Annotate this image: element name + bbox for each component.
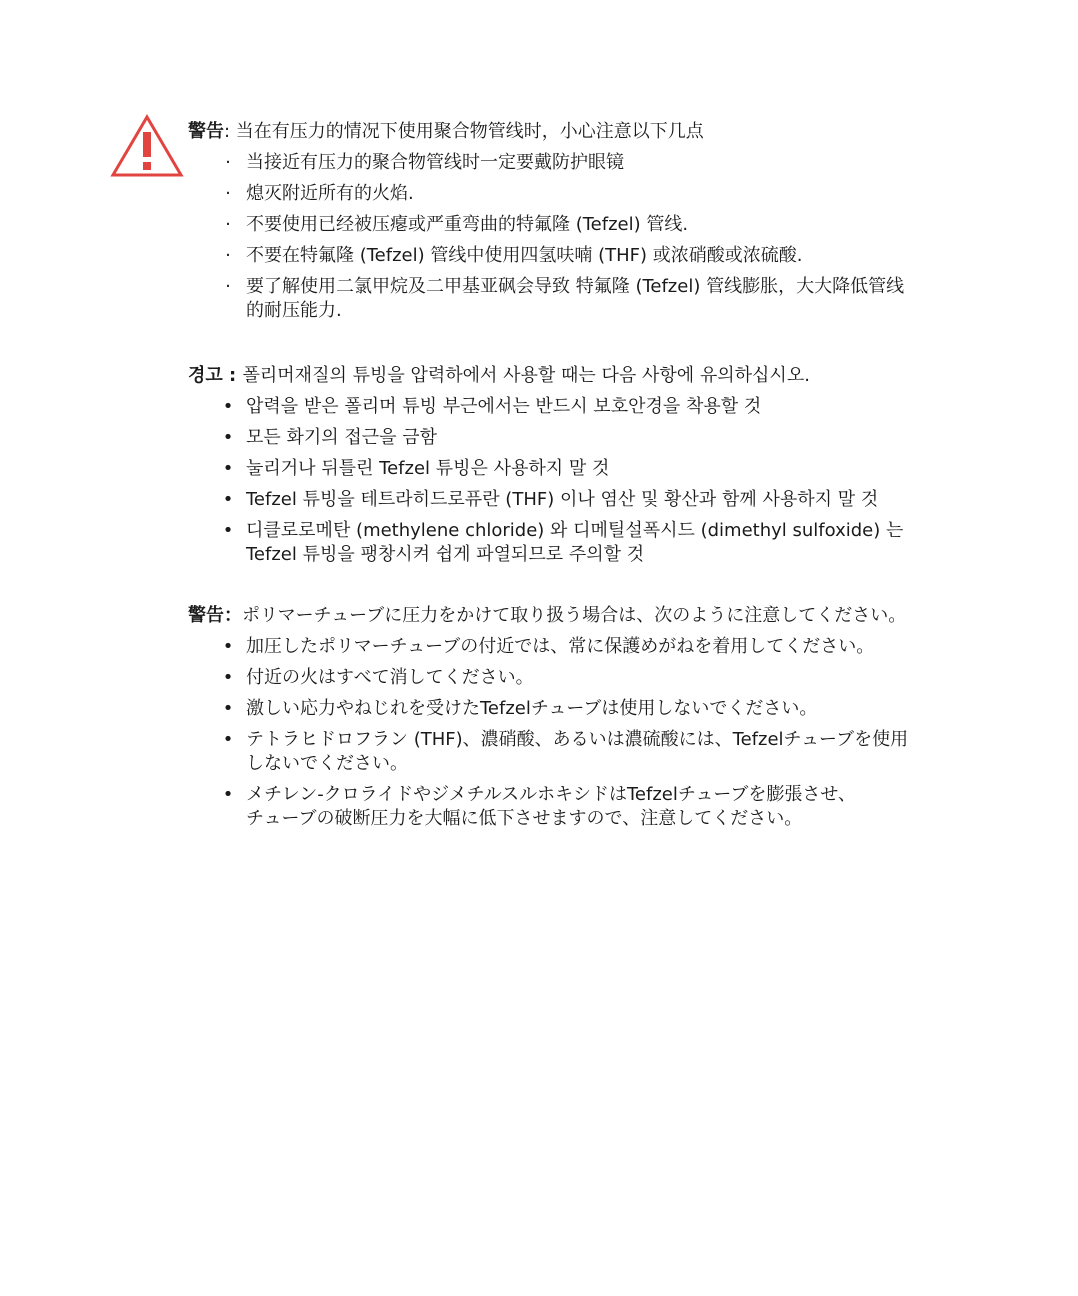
list-item xyxy=(188,244,1008,268)
warning-triangle-icon xyxy=(110,114,184,178)
bullet-icon: • xyxy=(222,698,234,719)
heading-text: 当在有压力的情况下使用聚合物管线时，小心注意以下几点 xyxy=(235,121,704,142)
item-text: 압력을 받은 폴리머 튜빙 부근에서는 반드시 보호안경을 착용할 것 xyxy=(246,396,762,417)
warning-section-japanese xyxy=(188,604,1008,831)
list-item xyxy=(188,519,1008,567)
list-item xyxy=(188,666,1008,690)
list-item xyxy=(188,395,1008,419)
item-text: メチレン-クロライドやジメチルスルホキシドはTefzelチューブを膨張させ、 xyxy=(246,784,856,805)
item-text: 付近の火はすべて消してください。 xyxy=(246,667,534,688)
list-item xyxy=(188,635,1008,659)
list-item xyxy=(188,275,1008,323)
bullet-icon: • xyxy=(222,784,234,805)
list-item xyxy=(188,151,1008,175)
item-text: 熄灭附近所有的火焰. xyxy=(246,183,414,204)
item-text-continued: Tefzel 튜빙을 팽창시켜 쉽게 파열되므로 주의할 것 xyxy=(246,544,645,565)
item-text: 눌리거나 뒤틀린 Tefzel 튜빙은 사용하지 말 것 xyxy=(246,458,610,479)
section-heading xyxy=(188,364,1008,388)
list-item xyxy=(188,426,1008,450)
bullet-list xyxy=(188,395,1008,567)
heading-separator: ： xyxy=(224,605,242,626)
item-text-continued: チューブの破断圧力を大幅に低下させますので、注意してください。 xyxy=(246,808,803,829)
list-item xyxy=(188,697,1008,721)
bullet-icon: • xyxy=(222,396,234,417)
item-text: Tefzel 튜빙을 테트라히드로퓨란 (THF) 이나 염산 및 황산과 함께 사용하지 말 것 xyxy=(246,489,879,510)
item-text: テトラヒドロフラン (THF)、濃硝酸、あるいは濃硫酸には、Tefzelチューブを使用 xyxy=(246,729,909,750)
list-item xyxy=(188,213,1008,237)
bullet-icon: · xyxy=(225,245,231,266)
item-text: 不要使用已经被压瘪或严重弯曲的特氟隆 (Tefzel) 管线. xyxy=(246,214,689,235)
bullet-icon: • xyxy=(222,729,234,750)
item-text: 모든 화기의 접근을 금함 xyxy=(246,427,438,448)
list-item xyxy=(188,728,1008,776)
section-heading xyxy=(188,120,1008,144)
bullet-list xyxy=(188,635,1008,831)
bullet-icon: • xyxy=(222,667,234,688)
bullet-icon: · xyxy=(225,183,231,204)
bullet-icon: • xyxy=(222,489,234,510)
item-text: 디클로로메탄 (methylene chloride) 와 디메틸설폭시드 (dimethyl sulfoxide) 는 xyxy=(246,520,904,541)
heading-separator: : xyxy=(224,121,236,142)
bullet-icon: • xyxy=(222,636,234,657)
section-heading xyxy=(188,604,1008,628)
item-text: 当接近有压力的聚合物管线时一定要戴防护眼镜 xyxy=(246,152,624,173)
item-text: 要了解使用二氯甲烷及二甲基亚砜会导致 特氟隆 (Tefzel) 管线膨胀，大大降低管线 xyxy=(246,276,905,297)
list-item xyxy=(188,182,1008,206)
bullet-icon: · xyxy=(225,276,231,297)
heading-separator: : xyxy=(222,365,243,386)
warning-label: 경고 xyxy=(188,365,223,386)
heading-text: 폴리머재질의 튜빙을 압력하에서 사용할 때는 다음 사항에 유의하십시오. xyxy=(242,365,810,386)
warning-label: 警告 xyxy=(188,121,224,142)
bullet-list xyxy=(188,151,1008,323)
bullet-icon: · xyxy=(225,214,231,235)
warning-section-chinese xyxy=(188,120,1008,323)
bullet-icon: • xyxy=(222,458,234,479)
item-text-continued: しないでください。 xyxy=(246,753,408,774)
list-item xyxy=(188,488,1008,512)
bullet-icon: • xyxy=(222,520,234,541)
bullet-icon: • xyxy=(222,427,234,448)
bullet-icon: · xyxy=(225,152,231,173)
list-item xyxy=(188,457,1008,481)
warning-section-korean xyxy=(188,364,1008,567)
item-text: 激しい応力やねじれを受けたTefzelチューブは使用しないでください。 xyxy=(246,698,818,719)
item-text: 不要在特氟隆 (Tefzel) 管线中使用四氢呋喃 (THF) 或浓硝酸或浓硫酸. xyxy=(246,245,803,266)
heading-text: ポリマーチューブに圧力をかけて取り扱う場合は、次のように注意してください。 xyxy=(242,605,907,626)
list-item xyxy=(188,783,1008,831)
item-text: 加圧したポリマーチューブの付近では、常に保護めがねを着用してください。 xyxy=(246,636,875,657)
item-text-continued: 的耐压能力. xyxy=(246,300,342,321)
warning-label: 警告 xyxy=(188,605,224,626)
